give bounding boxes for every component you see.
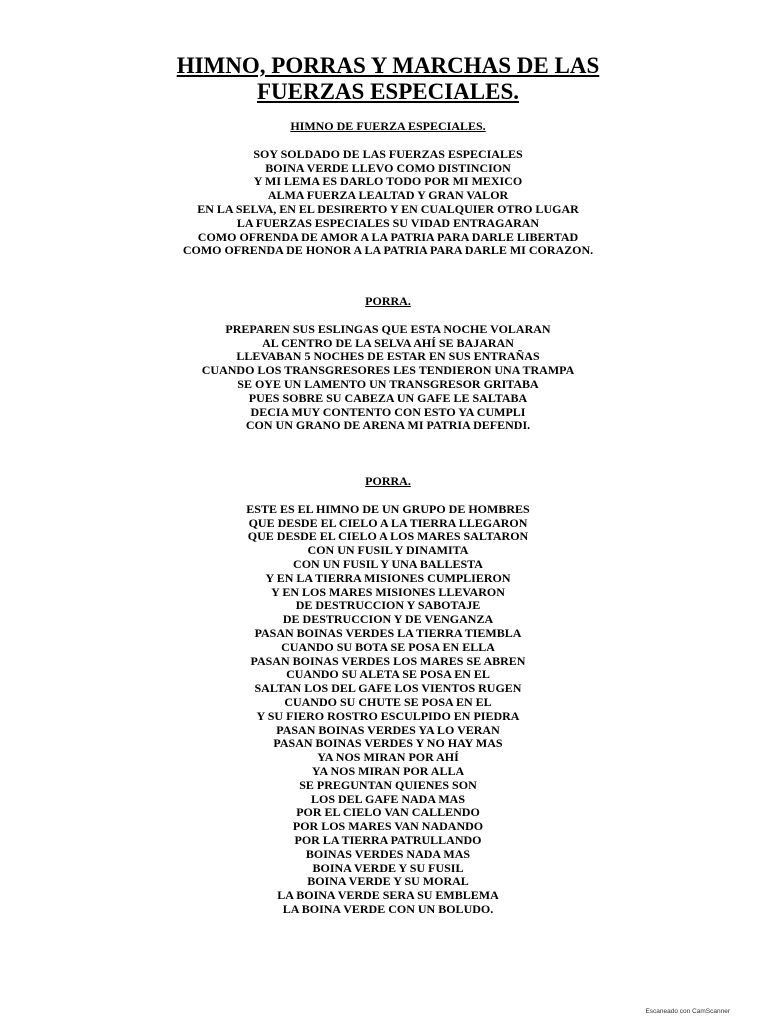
verse-line: YA NOS MIRAN POR ALLA — [311, 763, 465, 778]
scanner-watermark: Escaneado con CamScanner — [645, 1008, 730, 1015]
verse-line: Y SU FIERO ROSTRO ESCULPIDO EN PIEDRA — [256, 708, 520, 723]
section-heading: PORRA. — [365, 474, 411, 488]
verse-line: CUANDO LOS TRANSGRESORES LES TENDIERON UNA TRAMPA — [201, 363, 575, 378]
section-porra-2 — [0, 475, 768, 917]
verse-line: PASAN BOINAS VERDES LOS MARES SE ABREN — [250, 653, 526, 668]
verse-line: ALMA FUERZA LEALTAD Y GRAN VALOR — [267, 188, 509, 203]
section-heading: PORRA. — [365, 294, 411, 308]
verse-line: POR LOS MARES VAN NADANDO — [292, 819, 484, 834]
verse-line: BOINA VERDE LLEVO COMO DISTINCION — [265, 160, 511, 175]
verse-line: PASAN BOINAS VERDES LA TIERRA TIEMBLA — [254, 625, 522, 640]
verse-line: COMO OFRENDA DE HONOR A LA PATRIA PARA DARLE MI CORAZON. — [182, 243, 594, 258]
verse-lines — [0, 148, 768, 258]
section-porra-1 — [0, 295, 768, 433]
title-line-2: FUERZAS ESPECIALES. — [256, 79, 520, 104]
verse-line: QUE DESDE EL CIELO A LOS MARES SALTARON — [247, 529, 529, 544]
verse-line: CON UN FUSIL Y UNA BALLESTA — [293, 556, 483, 571]
verse-line: SE PREGUNTAN QUIENES SON — [299, 777, 477, 792]
verse-line: PREPAREN SUS ESLINGAS QUE ESTA NOCHE VOLARAN — [225, 321, 551, 336]
verse-line: DECIA MUY CONTENTO CON ESTO YA CUMPLI — [250, 404, 526, 419]
verse-line: SOY SOLDADO DE LAS FUERZAS ESPECIALES — [253, 146, 523, 161]
verse-line: PUES SOBRE SU CABEZA UN GAFE LE SALTABA — [248, 390, 528, 405]
document-title — [0, 53, 768, 105]
verse-lines — [0, 323, 768, 433]
verse-line: PASAN BOINAS VERDES Y NO HAY MAS — [273, 736, 503, 751]
verse-line: POR EL CIELO VAN CALLENDO — [296, 805, 480, 820]
verse-line: YA NOS MIRAN POR AHÍ — [317, 750, 459, 765]
section-himno — [0, 120, 768, 258]
verse-line: BOINA VERDE Y SU FUSIL — [312, 860, 464, 875]
verse-line: AL CENTRO DE LA SELVA AHÍ SE BAJARAN — [262, 335, 514, 350]
verse-line: EN LA SELVA, EN EL DESIRERTO Y EN CUALQUIER OTRO LUGAR — [197, 201, 579, 216]
verse-line: QUE DESDE EL CIELO A LA TIERRA LLEGARON — [248, 515, 528, 530]
verse-line: BOINAS VERDES NADA MAS — [305, 846, 471, 861]
verse-line: LA FUERZAS ESPECIALES SU VIDAD ENTRAGARAN — [236, 215, 540, 230]
verse-line: LA BOINA VERDE CON UN BOLUDO. — [282, 901, 494, 916]
verse-line: LOS DEL GAFE NADA MAS — [310, 791, 466, 806]
verse-line: PASAN BOINAS VERDES YA LO VERAN — [276, 722, 500, 737]
verse-line: SALTAN LOS DEL GAFE LOS VIENTOS RUGEN — [254, 681, 522, 696]
verse-lines — [0, 503, 768, 917]
section-heading: HIMNO DE FUERZA ESPECIALES. — [290, 119, 486, 133]
verse-line: CUANDO SU CHUTE SE POSA EN EL — [284, 694, 492, 709]
verse-line: Y EN LOS MARES MISIONES LLEVARON — [271, 584, 505, 599]
verse-line: LA BOINA VERDE SERA SU EMBLEMA — [277, 888, 499, 903]
verse-line: COMO OFRENDA DE AMOR A LA PATRIA PARA DARLE LIBERTAD — [197, 229, 579, 244]
verse-line: CON UN FUSIL Y DINAMITA — [307, 543, 469, 558]
verse-line: DE DESTRUCCION Y SABOTAJE — [295, 598, 481, 613]
verse-line: BOINA VERDE Y SU MORAL — [307, 874, 469, 889]
title-line-1: HIMNO, PORRAS Y MARCHAS DE LAS — [176, 53, 600, 78]
verse-line: Y EN LA TIERRA MISIONES CUMPLIERON — [265, 570, 511, 585]
verse-line: CUANDO SU BOTA SE POSA EN ELLA — [281, 639, 495, 654]
verse-line: CON UN GRANO DE ARENA MI PATRIA DEFENDI. — [245, 418, 531, 433]
verse-line: LLEVABAN 5 NOCHES DE ESTAR EN SUS ENTRAÑAS — [236, 349, 540, 364]
verse-line: Y MI LEMA ES DARLO TODO POR MI MEXICO — [253, 174, 523, 189]
verse-line: POR LA TIERRA PATRULLANDO — [294, 832, 482, 847]
verse-line: ESTE ES EL HIMNO DE UN GRUPO DE HOMBRES — [246, 501, 530, 516]
verse-line: DE DESTRUCCION Y DE VENGANZA — [282, 612, 494, 627]
verse-line: CUANDO SU ALETA SE POSA EN EL — [286, 667, 490, 682]
verse-line: SE OYE UN LAMENTO UN TRANSGRESOR GRITABA — [237, 376, 539, 391]
